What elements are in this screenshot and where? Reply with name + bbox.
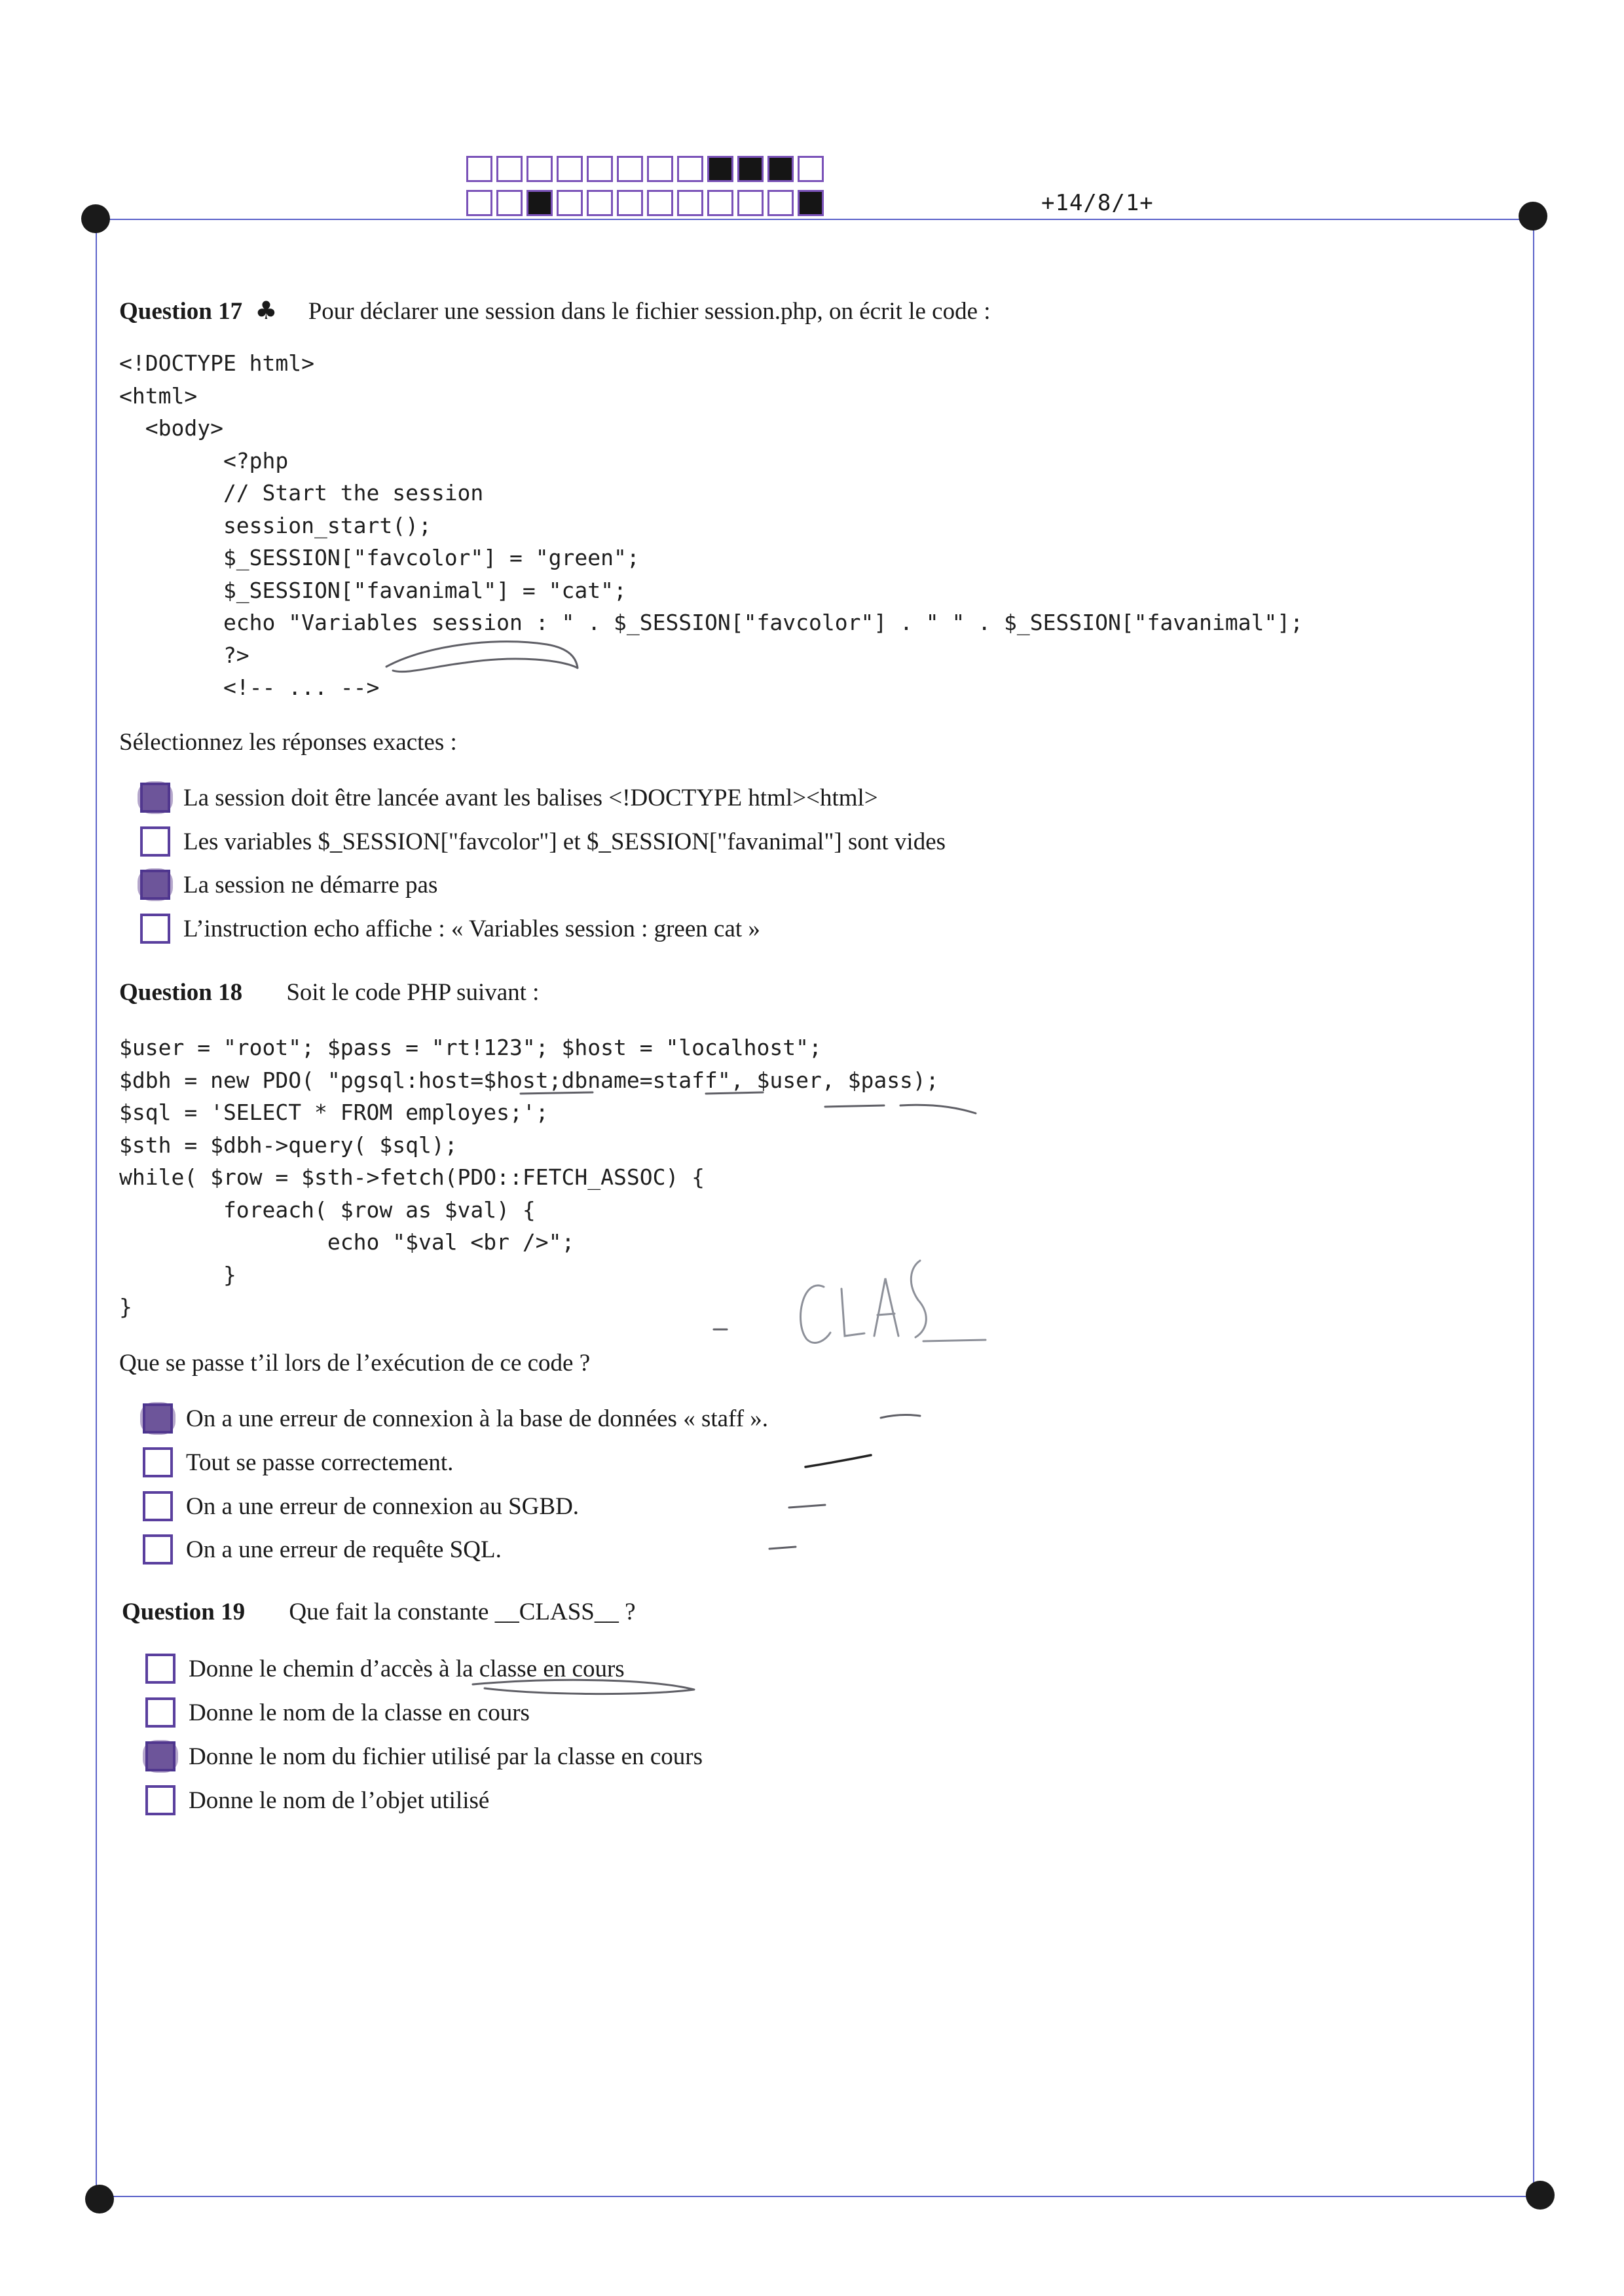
q18-answer-2-stroke [805, 1455, 871, 1467]
answer-text: Donne le chemin d’accès à la classe en cours [189, 1655, 625, 1682]
answer-text: On a une erreur de requête SQL. [186, 1536, 502, 1563]
question-19-text: Que fait la constante __CLASS__ ? [289, 1599, 636, 1625]
answer-text: L’instruction echo affiche : « Variables session : green cat » [183, 915, 760, 942]
q18-answer-4-dash [769, 1547, 796, 1549]
q18-underline-host [521, 1092, 593, 1094]
answer-text: Donne le nom de la classe en cours [189, 1699, 530, 1726]
question-18-label: Question 18 [119, 979, 243, 1006]
answer-text: Donne le nom de l’objet utilisé [189, 1787, 490, 1814]
q17-pencil-scribble [386, 642, 578, 672]
q18-answer-1-dash [881, 1415, 920, 1418]
answer-text: On a une erreur de connexion à la base de données « staff ». [186, 1405, 769, 1432]
question-17-code: <!DOCTYPE html> <html> <body> <?php // Start the session session_start(); $_SESSION["favcolor"] = "green"; $_SESSION["favanimal"] = "cat"; echo "Variables session : " . $_SESSION["favcolor"] . " " . $_SESSION["favanimal"]; ?> <!-- ... --> [119, 350, 1303, 700]
club-icon: ♣ [255, 296, 278, 325]
answer-text: On a une erreur de connexion au SGBD. [186, 1492, 580, 1520]
answer-text: La session doit être lancée avant les balises <!DOCTYPE html><html> [183, 784, 878, 811]
answer-text: Tout se passe correctement. [186, 1449, 454, 1476]
q18-dash-2 [900, 1105, 976, 1113]
q18-answer-3-dash [789, 1505, 825, 1508]
q18-dash-1 [825, 1105, 884, 1107]
question-17-prompt: Sélectionnez les réponses exactes : [119, 729, 457, 756]
answer-text: Les variables $_SESSION["favcolor"] et $_SESSION["favanimal"] sont vides [183, 828, 946, 855]
answer-text: La session ne démarre pas [183, 871, 438, 898]
page-id: +14/8/1+ [1041, 190, 1154, 216]
question-18-text: Soit le code PHP suivant : [286, 979, 540, 1006]
handwritten-note-clas-text: CLAS [800, 1300, 912, 1346]
question-18-code: $user = "root"; $pass = "rt!123"; $host = "localhost"; $dbh = new PDO( "pgsql:host=$host;dbname=staff", $user, $pass); $sql = 'SELECT * FROM employes;'; $sth = $dbh->query( $sql); while( $row = $sth->fetch(PDO::FETCH_ASSOC) { foreach( $row as $val) { echo "$val <br />"; } } [119, 1035, 939, 1320]
question-18-prompt: Que se passe t’il lors de l’exécution de ce code ? [119, 1350, 591, 1377]
q19-underline [473, 1680, 694, 1694]
question-17-label: Question 17 [119, 298, 243, 325]
answer-text: Donne le nom du fichier utilisé par la classe en cours [189, 1743, 703, 1770]
question-17-text: Pour déclarer une session dans le fichier session.php, on écrit le code : [308, 298, 991, 325]
q18-underline-staff [706, 1092, 763, 1094]
question-19-label: Question 19 [122, 1599, 246, 1625]
